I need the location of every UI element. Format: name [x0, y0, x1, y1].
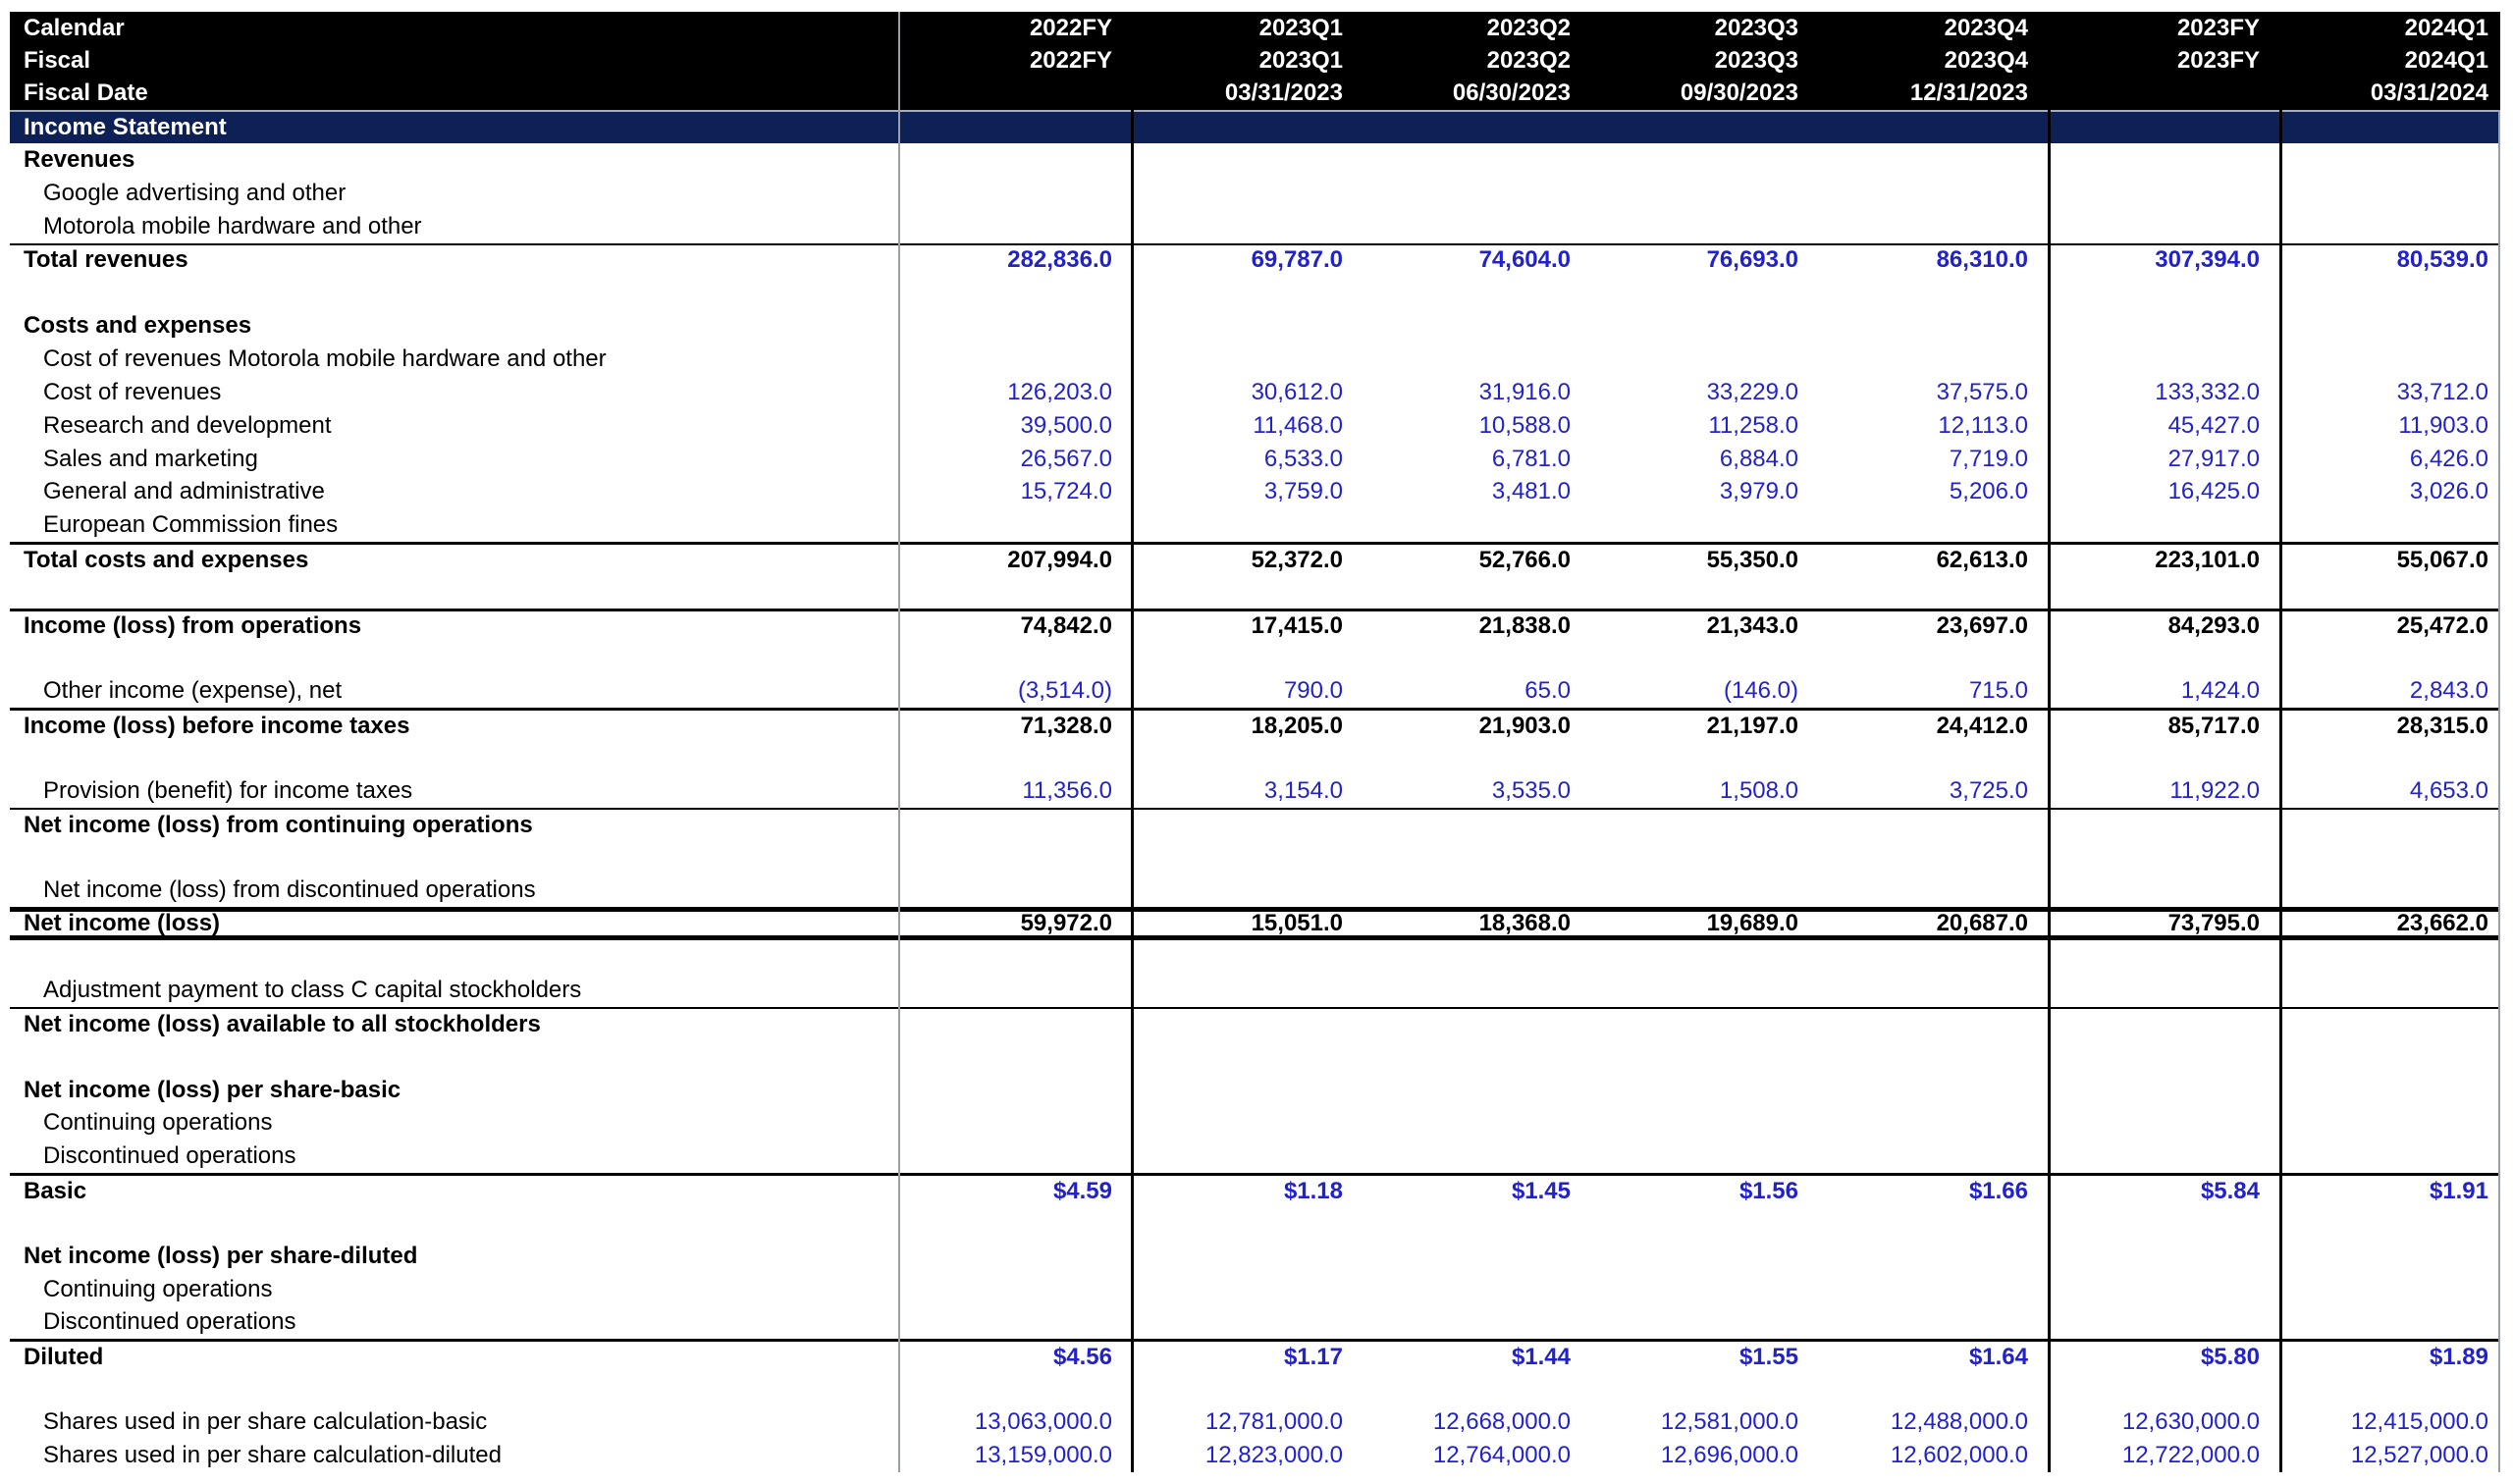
header-row-fiscal	[10, 44, 2500, 77]
value-cell: $1.44	[1511, 1343, 1571, 1370]
value-cell: 13,159,000.0	[974, 1441, 1112, 1468]
value-cell: 6,781.0	[1491, 445, 1571, 472]
statement-table-body	[10, 143, 2500, 1472]
row-label: Adjustment payment to class C capital stockholders	[43, 977, 582, 1004]
row-label: Costs and expenses	[24, 312, 252, 340]
table-row	[10, 1306, 2500, 1340]
value-cell: 73,795.0	[2167, 910, 2260, 937]
value-cell: 3,154.0	[1263, 776, 1343, 804]
value-cell: $1.56	[1738, 1177, 1798, 1204]
header-period-cell: 2023Q2	[1486, 46, 1571, 74]
table-row	[10, 1106, 2500, 1140]
value-cell: 3,759.0	[1263, 478, 1343, 505]
value-cell: $1.18	[1283, 1177, 1343, 1204]
value-cell: 11,903.0	[2398, 411, 2488, 439]
value-cell: 55,350.0	[1706, 546, 1798, 573]
table-row	[10, 1007, 2500, 1040]
value-cell: 18,368.0	[1478, 910, 1571, 937]
row-label: Revenues	[24, 145, 135, 173]
table-row	[10, 343, 2500, 376]
value-cell: 6,533.0	[1263, 445, 1343, 472]
spacer-row	[10, 642, 2500, 675]
spacer-row	[10, 276, 2500, 309]
value-cell: $4.56	[1052, 1343, 1112, 1370]
value-cell: 5,206.0	[1949, 478, 2028, 505]
row-label: Google advertising and other	[43, 179, 347, 206]
header-row-date	[10, 78, 2500, 110]
value-cell: 33,712.0	[2396, 378, 2488, 405]
value-cell: 12,668,000.0	[1432, 1407, 1571, 1435]
value-cell: 37,575.0	[1936, 378, 2028, 405]
row-label: Sales and marketing	[43, 445, 258, 472]
row-label: Net income (loss) per share-basic	[24, 1076, 401, 1103]
spacer-row	[10, 1040, 2500, 1074]
header-period-cell: 2023Q3	[1714, 46, 1798, 74]
table-row	[10, 974, 2500, 1007]
value-cell: 3,979.0	[1719, 478, 1798, 505]
value-cell: 11,258.0	[1708, 411, 1798, 439]
value-cell: 282,836.0	[1007, 246, 1112, 274]
table-row	[10, 874, 2500, 908]
row-label: Total revenues	[24, 246, 188, 274]
value-cell: 85,717.0	[2167, 712, 2260, 739]
value-cell: 52,372.0	[1251, 546, 1343, 573]
value-cell: 23,697.0	[1936, 612, 2028, 640]
row-label: European Commission fines	[43, 511, 339, 539]
value-cell: 65.0	[1524, 677, 1571, 705]
header-row-label: Calendar	[24, 14, 125, 41]
table-row	[10, 609, 2500, 642]
row-label: Provision (benefit) for income taxes	[43, 776, 413, 804]
value-cell: $4.59	[1052, 1177, 1112, 1204]
section-title: Income Statement	[24, 114, 227, 140]
spacer-row	[10, 741, 2500, 774]
value-cell: 11,356.0	[1022, 776, 1112, 804]
spacer-row	[10, 1206, 2500, 1240]
table-row	[10, 1240, 2500, 1273]
value-cell: $5.80	[2200, 1343, 2260, 1370]
value-cell: 2,843.0	[2409, 677, 2488, 705]
period-header	[10, 12, 2500, 110]
table-row	[10, 808, 2500, 841]
value-cell: 33,229.0	[1706, 378, 1798, 405]
value-cell: $1.66	[1968, 1177, 2028, 1204]
value-cell: 3,481.0	[1491, 478, 1571, 505]
value-cell: 12,696,000.0	[1660, 1441, 1798, 1468]
value-cell: $1.45	[1511, 1177, 1571, 1204]
value-cell: 21,197.0	[1706, 712, 1798, 739]
table-row	[10, 675, 2500, 709]
table-row	[10, 243, 2500, 277]
value-cell: 23,662.0	[2396, 910, 2488, 937]
value-cell: 30,612.0	[1251, 378, 1343, 405]
value-cell: 62,613.0	[1936, 546, 2028, 573]
table-row	[10, 1140, 2500, 1173]
value-cell: 24,412.0	[1936, 712, 2028, 739]
value-cell: 39,500.0	[1020, 411, 1112, 439]
header-row-calendar	[10, 12, 2500, 44]
table-row	[10, 1273, 2500, 1306]
header-period-cell: 2023Q2	[1486, 14, 1571, 41]
table-row	[10, 210, 2500, 243]
value-cell: 74,604.0	[1478, 246, 1571, 274]
table-row	[10, 708, 2500, 741]
value-cell: $1.64	[1968, 1343, 2028, 1370]
spacer-row	[10, 1372, 2500, 1405]
section-title-row	[10, 110, 2500, 143]
row-label: Income (loss) from operations	[24, 612, 362, 640]
value-cell: 71,328.0	[1020, 712, 1112, 739]
header-period-cell: 2024Q1	[2404, 46, 2488, 74]
value-cell: $1.89	[2429, 1343, 2488, 1370]
header-period-cell: 2023FY	[2176, 14, 2260, 41]
value-cell: 27,917.0	[2167, 445, 2260, 472]
value-cell: 3,535.0	[1491, 776, 1571, 804]
value-cell: 52,766.0	[1478, 546, 1571, 573]
value-cell: 15,724.0	[1020, 478, 1112, 505]
value-cell: $1.17	[1283, 1343, 1343, 1370]
value-cell: 21,903.0	[1478, 712, 1571, 739]
value-cell: (3,514.0)	[1017, 677, 1112, 705]
value-cell: 86,310.0	[1936, 246, 2028, 274]
value-cell: 16,425.0	[2167, 478, 2260, 505]
spacer-row	[10, 940, 2500, 974]
value-cell: 28,315.0	[2396, 712, 2488, 739]
table-row	[10, 409, 2500, 443]
table-row	[10, 143, 2500, 177]
row-label: Discontinued operations	[43, 1142, 296, 1170]
value-cell: 7,719.0	[1949, 445, 2028, 472]
row-label: General and administrative	[43, 478, 325, 505]
value-cell: 12,488,000.0	[1890, 1407, 2028, 1435]
header-period-cell: 2023FY	[2176, 46, 2260, 74]
header-period-cell: 2022FY	[1029, 14, 1112, 41]
table-row	[10, 1439, 2500, 1472]
fy2022-column-divider	[1131, 110, 1134, 1472]
header-period-cell: 2023Q3	[1714, 14, 1798, 41]
value-cell: 13,063,000.0	[974, 1407, 1112, 1435]
value-cell: 26,567.0	[1020, 445, 1112, 472]
header-period-cell: 2024Q1	[2404, 14, 2488, 41]
value-cell: $1.55	[1738, 1343, 1798, 1370]
row-label: Total costs and expenses	[24, 546, 309, 573]
value-cell: 11,468.0	[1253, 411, 1343, 439]
table-row	[10, 907, 2500, 940]
value-cell: 55,067.0	[2396, 546, 2488, 573]
value-cell: 4,653.0	[2409, 776, 2488, 804]
value-cell: 80,539.0	[2396, 246, 2488, 274]
value-cell: 12,823,000.0	[1204, 1441, 1343, 1468]
value-cell: 21,343.0	[1706, 612, 1798, 640]
table-row	[10, 542, 2500, 575]
header-period-cell: 03/31/2024	[2370, 80, 2488, 107]
table-row	[10, 1405, 2500, 1439]
value-cell: 17,415.0	[1251, 612, 1343, 640]
value-cell: 12,764,000.0	[1432, 1441, 1571, 1468]
header-period-cell: 12/31/2023	[1909, 80, 2028, 107]
row-label: Net income (loss) available to all stockholders	[24, 1010, 541, 1037]
value-cell: 31,916.0	[1478, 378, 1571, 405]
header-period-cell: 09/30/2023	[1680, 80, 1798, 107]
table-row	[10, 443, 2500, 476]
row-label: Cost of revenues	[43, 378, 222, 405]
value-cell: 126,203.0	[1007, 378, 1112, 405]
value-cell: 6,884.0	[1719, 445, 1798, 472]
q4-2023-column-divider	[2048, 110, 2051, 1472]
value-cell: 6,426.0	[2409, 445, 2488, 472]
value-cell: 3,026.0	[2409, 478, 2488, 505]
header-period-cell: 2023Q4	[1944, 46, 2028, 74]
value-cell: 12,781,000.0	[1204, 1407, 1343, 1435]
value-cell: 20,687.0	[1936, 910, 2028, 937]
value-cell: 12,630,000.0	[2121, 1407, 2260, 1435]
value-cell: (146.0)	[1723, 677, 1798, 705]
row-label: Continuing operations	[43, 1109, 273, 1137]
table-right-border	[2498, 110, 2500, 1472]
row-label: Net income (loss)	[24, 910, 221, 937]
row-label: Cost of revenues Motorola mobile hardware and other	[43, 344, 607, 372]
value-cell: 15,051.0	[1251, 910, 1343, 937]
table-row	[10, 309, 2500, 343]
value-cell: 12,415,000.0	[2350, 1407, 2488, 1435]
table-row	[10, 1339, 2500, 1372]
row-label: Net income (loss) per share-diluted	[24, 1242, 418, 1269]
table-row	[10, 177, 2500, 210]
header-period-cell: 2023Q1	[1258, 46, 1343, 74]
table-row	[10, 475, 2500, 508]
value-cell: 207,994.0	[1007, 546, 1112, 573]
header-period-cell: 03/31/2023	[1224, 80, 1343, 107]
table-row	[10, 1173, 2500, 1206]
value-cell: 3,725.0	[1949, 776, 2028, 804]
value-cell: 12,527,000.0	[2350, 1441, 2488, 1468]
value-cell: 1,424.0	[2180, 677, 2260, 705]
value-cell: 12,581,000.0	[1660, 1407, 1798, 1435]
value-cell: 11,922.0	[2169, 776, 2260, 804]
value-cell: 69,787.0	[1251, 246, 1343, 274]
value-cell: 1,508.0	[1719, 776, 1798, 804]
row-label: Income (loss) before income taxes	[24, 712, 410, 739]
value-cell: 45,427.0	[2167, 411, 2260, 439]
value-cell: 10,588.0	[1478, 411, 1571, 439]
table-row	[10, 508, 2500, 542]
row-label: Other income (expense), net	[43, 677, 343, 705]
value-cell: 74,842.0	[1020, 612, 1112, 640]
row-label: Diluted	[24, 1343, 104, 1370]
header-period-cell: 2023Q4	[1944, 14, 2028, 41]
value-cell: 715.0	[1968, 677, 2028, 705]
row-label: Net income (loss) from discontinued operations	[43, 876, 536, 904]
value-cell: 19,689.0	[1706, 910, 1798, 937]
income-statement-sheet	[10, 12, 2500, 1472]
fy2023-column-divider	[2279, 110, 2282, 1472]
value-cell: 18,205.0	[1251, 712, 1343, 739]
table-row	[10, 1074, 2500, 1107]
value-cell: 12,722,000.0	[2121, 1441, 2260, 1468]
table-row	[10, 774, 2500, 808]
row-label: Research and development	[43, 411, 332, 439]
value-cell: 790.0	[1283, 677, 1343, 705]
row-label: Motorola mobile hardware and other	[43, 212, 422, 239]
table-row	[10, 376, 2500, 409]
spacer-row	[10, 841, 2500, 874]
value-cell: $1.91	[2429, 1177, 2488, 1204]
value-cell: 21,838.0	[1478, 612, 1571, 640]
label-column-divider	[898, 12, 900, 1472]
header-row-label: Fiscal Date	[24, 80, 148, 107]
value-cell: 12,602,000.0	[1890, 1441, 2028, 1468]
row-label: Discontinued operations	[43, 1308, 296, 1336]
header-period-cell: 06/30/2023	[1452, 80, 1571, 107]
header-period-cell: 2022FY	[1029, 46, 1112, 74]
value-cell: $5.84	[2200, 1177, 2260, 1204]
row-label: Shares used in per share calculation-basic	[43, 1407, 488, 1435]
value-cell: 133,332.0	[2155, 378, 2260, 405]
header-row-label: Fiscal	[24, 46, 91, 74]
value-cell: 25,472.0	[2396, 612, 2488, 640]
value-cell: 76,693.0	[1706, 246, 1798, 274]
value-cell: 223,101.0	[2155, 546, 2260, 573]
row-label: Shares used in per share calculation-diluted	[43, 1441, 502, 1468]
value-cell: 84,293.0	[2167, 612, 2260, 640]
row-label: Continuing operations	[43, 1275, 273, 1302]
value-cell: 307,394.0	[2155, 246, 2260, 274]
value-cell: 59,972.0	[1020, 910, 1112, 937]
header-period-cell: 2023Q1	[1258, 14, 1343, 41]
spacer-row	[10, 575, 2500, 609]
row-label: Basic	[24, 1177, 87, 1204]
row-label: Net income (loss) from continuing operations	[24, 811, 533, 838]
value-cell: 12,113.0	[1938, 411, 2028, 439]
